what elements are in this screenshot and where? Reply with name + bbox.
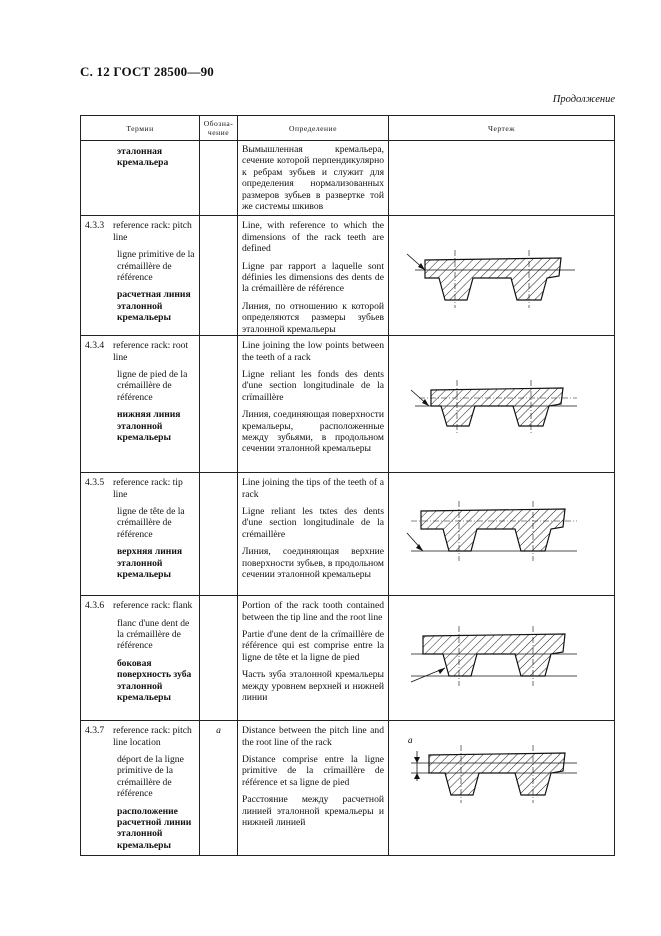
symbol-cell (200, 596, 238, 721)
term-ru: боковая поверхность зуба эталонной кремальеры (117, 657, 192, 703)
term-fr: ligne de pied de la crémaillère de référence (117, 368, 188, 403)
term-fr: flanc d'une dent de la crémaillère de référence (117, 617, 190, 652)
table-header-row (81, 116, 615, 141)
definition-en: Distance between the pitch line and the root line of the rack (242, 725, 384, 748)
symbol-cell (200, 336, 238, 473)
term-number: 4.3.4 (85, 340, 105, 352)
definition-fr: Ligne reliant les fonds des dents d'une section longitudinale de la crïmaillère (242, 368, 384, 403)
term-cell (81, 721, 200, 856)
col-header-symbol: Обозна- чение (200, 116, 238, 141)
table-row (81, 473, 615, 596)
col-header-drawing: Чертеж (389, 116, 615, 141)
term-fr: déport de la ligne primitive de la crémaillère de référence (117, 753, 184, 800)
table-row (81, 141, 615, 216)
definition-cell (238, 216, 389, 336)
term-number: 4.3.6 (85, 600, 105, 612)
definition-cell (238, 596, 389, 721)
table-row (81, 216, 615, 336)
page-header: С. 12 ГОСТ 28500—90 (80, 64, 214, 79)
definition-cell (238, 336, 389, 473)
term-en: reference rack: tip line (113, 477, 183, 500)
term-en: reference rack: pitch line location (113, 725, 192, 748)
definition-fr: Ligne reliant les tкtes des dents d'une section longitudinale de la crémaillère (242, 505, 384, 540)
term-ru: нижняя линия эталонной кремальеры (117, 409, 181, 443)
definition-ru: Линия, соединяющая поверхности кремальеры, расположенные между зубьями, в продольном сечении эталонной кремальеры (242, 409, 384, 455)
definition-cell (238, 721, 389, 856)
drawing-label-a: a (408, 735, 413, 746)
drawing-cell (389, 336, 615, 473)
definition-en: Line joining the tips of the teeth of a rack (242, 477, 384, 500)
term-en: reference rack: flank (113, 600, 193, 612)
term-number: 4.3.3 (85, 220, 105, 232)
term-number: 4.3.7 (85, 725, 105, 737)
continuation-label: Продолжение (552, 94, 615, 105)
drawing-cell (389, 721, 615, 856)
term-ru: расчетная линия эталонной кремальеры (117, 289, 191, 324)
definition-ru: Расстояние между расчетной линией эталонной кремальеры и нижней линией (242, 794, 384, 828)
term-ru: эталонная кремальера (117, 146, 169, 169)
pitch-line-drawing (389, 216, 586, 334)
term-cell (81, 336, 200, 473)
drawing-cell (389, 473, 615, 596)
definition-ru: Вымышленная кремальера, сечение которой перпендикулярно к ребрам зубьев и служит для определения нормализованных размеров зубьев в развертке той же системы шкивов (242, 144, 384, 213)
symbol-cell (200, 721, 238, 856)
term-fr: ligne primitive de la crémaillère de référence (117, 249, 195, 284)
term-number: 4.3.5 (85, 477, 105, 489)
symbol-cell (200, 473, 238, 596)
term-en: reference rack: root line (113, 340, 189, 363)
term-cell (81, 473, 200, 596)
term-fr: ligne de tête de la crémaillère de référence (117, 505, 185, 540)
definition-en: Line, with reference to which the dimensions of the rack teeth are defined (242, 220, 384, 255)
table-row (81, 721, 615, 856)
root-line-drawing (389, 336, 586, 472)
definition-ru: Линия, по отношению к которой определяются размеры зубьев эталонной кремальеры (242, 300, 384, 335)
symbol-a: a (216, 725, 221, 737)
pitch-line-location-drawing (389, 721, 586, 831)
col-header-definition: Определение (238, 116, 389, 141)
symbol-cell (200, 141, 238, 216)
table-row (81, 336, 615, 473)
definition-ru: Часть зуба эталонной кремальеры между уровнем верхней и нижней линии (242, 669, 384, 703)
definition-cell (238, 141, 389, 216)
term-ru: расположение расчетной линии эталонной кремальеры (117, 805, 192, 851)
definition-fr: Ligne par rapport a laquelle sont définies les dimensions des dents de la crémaillère de référence (242, 260, 384, 295)
definition-fr: Distance comprise entre la ligne primitive de la crïmaillère de référence et sa ligne de pied (242, 753, 384, 788)
definition-ru: Линия, соединяющая верхние поверхности зубьев, в продольном сечении эталонной кремальеры (242, 546, 384, 580)
definition-cell (238, 473, 389, 596)
col-header-term: Термин (81, 116, 200, 141)
drawing-cell (389, 216, 615, 336)
term-cell (81, 596, 200, 721)
terms-table (80, 115, 615, 856)
definition-en: Portion of the rack tooth contained between the tip line and the root line (242, 600, 384, 623)
definition-fr: Partie d'une dent de la crïmaillère de référence qui est comprise entre la ligne de tête et la ligne de pied (242, 628, 384, 663)
tip-line-drawing (389, 473, 586, 595)
flank-drawing (389, 596, 586, 720)
drawing-cell (389, 141, 615, 216)
term-cell (81, 141, 200, 216)
definition-en: Line joining the low points between the teeth of a rack (242, 340, 384, 363)
term-en: reference rack: pitch line (113, 220, 192, 243)
table-row (81, 596, 615, 721)
term-cell (81, 216, 200, 336)
drawing-cell (389, 596, 615, 721)
symbol-cell (200, 216, 238, 336)
term-ru: верхняя линия эталонной кремальеры (117, 546, 183, 580)
